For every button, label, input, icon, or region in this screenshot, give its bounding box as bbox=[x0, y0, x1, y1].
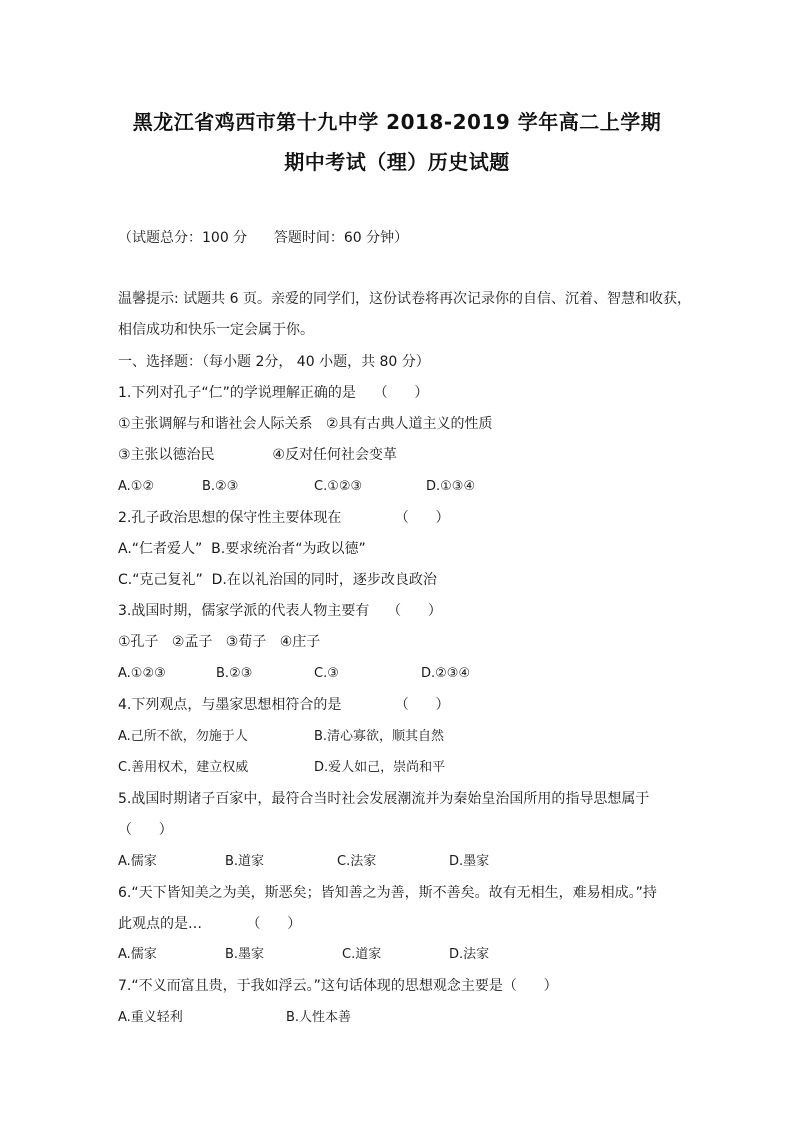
option-a: A.儒家 bbox=[118, 947, 157, 962]
question-5-stem-continued: （ ） bbox=[118, 822, 173, 838]
question-7-stem: 7.“不义而富且贵，于我如浮云。”这句话体现的思想观念主要是（ ） bbox=[118, 978, 558, 994]
option-c: C.善用权术，建立权威 bbox=[118, 760, 249, 775]
question-2-options-row-1: A.“仁者爱人” B.要求统治者“为政以德” bbox=[118, 541, 366, 557]
option-d: D.墨家 bbox=[449, 854, 490, 869]
option-d: D.①③④ bbox=[426, 479, 476, 494]
option-a: A.①②③ bbox=[118, 666, 166, 681]
option-b: B.道家 bbox=[225, 854, 265, 869]
option-d: D.②③④ bbox=[421, 666, 471, 681]
option-b: B.②③ bbox=[216, 666, 253, 681]
option-a: A.己所不欲，勿施于人 bbox=[118, 729, 248, 744]
option-a: A.重义轻利 bbox=[118, 1010, 183, 1025]
question-4-stem: 4.下列观点，与墨家思想相符合的是 （ ） bbox=[118, 697, 450, 713]
option-b: B.清心寡欲，顺其自然 bbox=[314, 729, 445, 744]
question-2-stem: 2.孔子政治思想的保守性主要体现在 （ ） bbox=[118, 510, 450, 526]
option-c: C.法家 bbox=[337, 854, 377, 869]
question-1-statement-a: ①主张调解与和谐社会人际关系 ②具有古典人道主义的性质 bbox=[118, 416, 493, 432]
section-heading: 一、选择题：（每小题 2分， 40 小题，共 80 分） bbox=[118, 354, 430, 370]
question-3-stem: 3.战国时期，儒家学派的代表人物主要有 （ ） bbox=[118, 603, 442, 619]
exam-title: 黑龙江省鸡西市第十九中学 2018-2019 学年高二上学期 bbox=[132, 110, 662, 134]
tip-line-1: 温馨提示: 试题共 6 页。亲爱的同学们，这份试卷将再次记录你的自信、沉着、智慧和收获， bbox=[118, 291, 691, 307]
option-b: B.人性本善 bbox=[286, 1010, 352, 1025]
exam-subtitle: 期中考试（理）历史试题 bbox=[284, 150, 510, 174]
option-c: C.道家 bbox=[342, 947, 382, 962]
exam-info: （试题总分：100 分 答题时间：60 分钟） bbox=[118, 230, 409, 246]
option-b: B.墨家 bbox=[225, 947, 265, 962]
option-c: C.③ bbox=[314, 666, 339, 681]
question-2-options-row-2: C.“克己复礼” D.在以礼治国的同时，逐步改良政治 bbox=[118, 572, 437, 588]
option-d: D.法家 bbox=[449, 947, 490, 962]
option-a: A.儒家 bbox=[118, 854, 157, 869]
option-b: B.②③ bbox=[202, 479, 239, 494]
question-6-stem-continued: 此观点的是… （ ） bbox=[118, 916, 302, 932]
question-1-stem: 1.下列对孔子“仁”的学说理解正确的是 （ ） bbox=[118, 385, 429, 401]
option-c: C.①②③ bbox=[314, 479, 363, 494]
question-6-stem: 6.“天下皆知美之为美，斯恶矣；皆知善之为善，斯不善矣。故有无相生，难易相成。”持 bbox=[118, 885, 657, 901]
option-a: A.①② bbox=[118, 479, 155, 494]
question-3-statements: ①孔子 ②孟子 ③荀子 ④庄子 bbox=[118, 634, 321, 650]
question-5-stem: 5.战国时期诸子百家中，最符合当时社会发展潮流并为秦始皇治国所用的指导思想属于 bbox=[118, 791, 650, 807]
question-1-statement-b: ③主张以德治民 ④反对任何社会变革 bbox=[118, 447, 397, 463]
option-d: D.爱人如己，崇尚和平 bbox=[314, 760, 446, 775]
tip-line-2: 相信成功和快乐一定会属于你。 bbox=[118, 322, 314, 338]
